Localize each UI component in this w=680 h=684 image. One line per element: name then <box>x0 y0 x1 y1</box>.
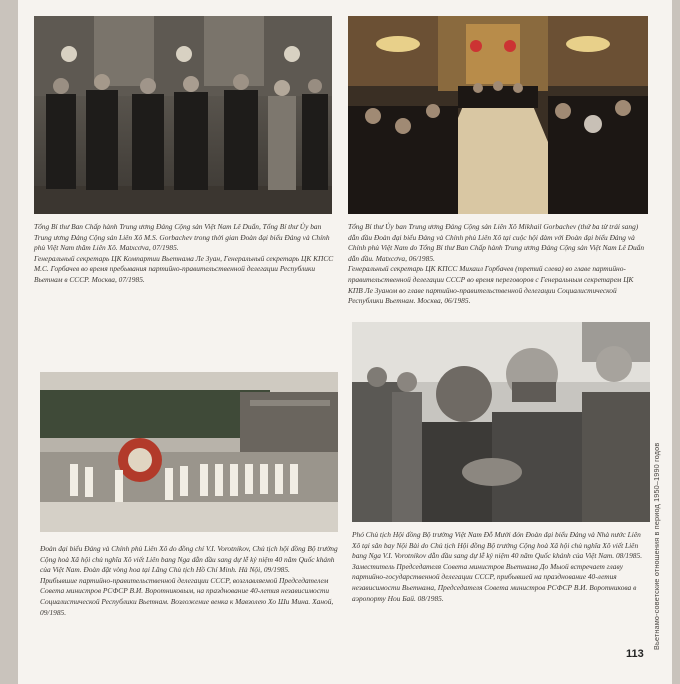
caption-photo-1 <box>34 222 334 286</box>
photo-airport-greeting <box>352 322 650 522</box>
photo-leaders-standing <box>34 16 332 214</box>
caption-3-russian: Прибывшие партийно-правительственной делегации СССР, возглавляемой Председателем Совета министров РСФСР В.И. Воротниковым, на празднование 40-летия независимости Социалистической Республики Вьетнам. Возложение венка к Мавзолею Хо Ши Мина. Ханой, 09/1985. <box>40 575 334 617</box>
photo-wreath-ceremony <box>40 372 338 532</box>
caption-photo-4 <box>352 530 650 604</box>
caption-photo-3 <box>40 544 342 618</box>
caption-2-russian: Генеральный секретарь ЦК КПСС Михаил Горбачев (третий слева) во главе партийно-правительственной делегации СССР во время переговоров с Генеральным секретарем ЦК КПВ Ле Зуаном во главе партийно-правительственной делегации Социалистической Республики Вьетнам. Москва, 06/1985. <box>348 264 634 306</box>
caption-4-russian: Заместитель Председателя Совета министров Вьетнама До Мыой встречает главу партийно-государственной делегации СССР, прибывшей на празднование 40-летия независимости Вьетнама, Председателя Совета министров РСФСР В.И. Воротникова в аэропорту Нои Бай. 08/1985. <box>352 561 637 603</box>
page-number: 113 <box>626 648 644 660</box>
caption-4-vietnamese: Phó Chủ tịch Hội đồng Bộ trưởng Việt Nam Đỗ Mười đón Đoàn đại biểu Đảng và Nhà nước Liên Xô tại sân bay Nội Bài do Chủ tịch Hội đồng Bộ trưởng Cộng hoà Xã hội chủ nghĩa Xô viết Liên bang Nga V.I. Vorotnikov dẫn đầu sang dự lễ kỷ niệm 40 năm Quốc khánh của Việt Nam. 08/1985. <box>352 530 643 561</box>
caption-1-russian: Генеральный секретарь ЦК Компартии Вьетнама Ле Зуан, Генеральный секретарь ЦК КПСС М.С. Горбачев во время пребывания партийно-правительственной делегации Республики Вьетнам в СССР. Москва, 07/1985. <box>34 253 334 284</box>
caption-2-vietnamese: Tổng Bí thư Ủy ban Trung ương Đảng Cộng sản Liên Xô Mikhail Gorbachev (thứ ba từ trái sang) dẫn đầu Đoàn đại biểu Đảng và Chính phủ Liên Xô tại cuộc hội đàm với Đoàn đại biểu Đảng và Chính phủ Việt Nam do Tổng Bí thư Ban Chấp hành Trung ương Đảng Cộng sản Việt Nam Lê Duẩn dẫn đầu. Matxcơva, 06/1985. <box>348 222 645 263</box>
caption-3-vietnamese: Đoàn đại biểu Đảng và Chính phủ Liên Xô do đồng chí V.I. Vorotnikov, Chủ tịch hội đồng Bộ trưởng Cộng hoà Xã hội chủ nghĩa Xô viết Liên bang Nga dẫn đầu sang dự lễ kỷ niệm 40 năm Quốc khánh của Việt Nam. Đoàn đặt vòng hoa tại Lăng Chủ tịch Hồ Chí Minh. Hà Nội, 09/1985. <box>40 544 338 575</box>
photo-negotiations-table <box>348 16 648 214</box>
caption-1-vietnamese: Tổng Bí thư Ban Chấp hành Trung ương Đảng Cộng sản Việt Nam Lê Duẩn, Tổng Bí thư Ủy ban Trung ương Đảng Cộng sản Liên Xô M.S. Gorbachev trong thời gian Đoàn đại biểu Đảng và Chính phủ Việt Nam thăm Liên Xô. Matxcơva, 07/1985. <box>34 222 330 253</box>
caption-photo-2 <box>348 222 650 307</box>
book-page <box>18 0 672 684</box>
spine-running-title: Вьетнамо-советские отношения в период 1950–1990 годов <box>652 442 661 650</box>
